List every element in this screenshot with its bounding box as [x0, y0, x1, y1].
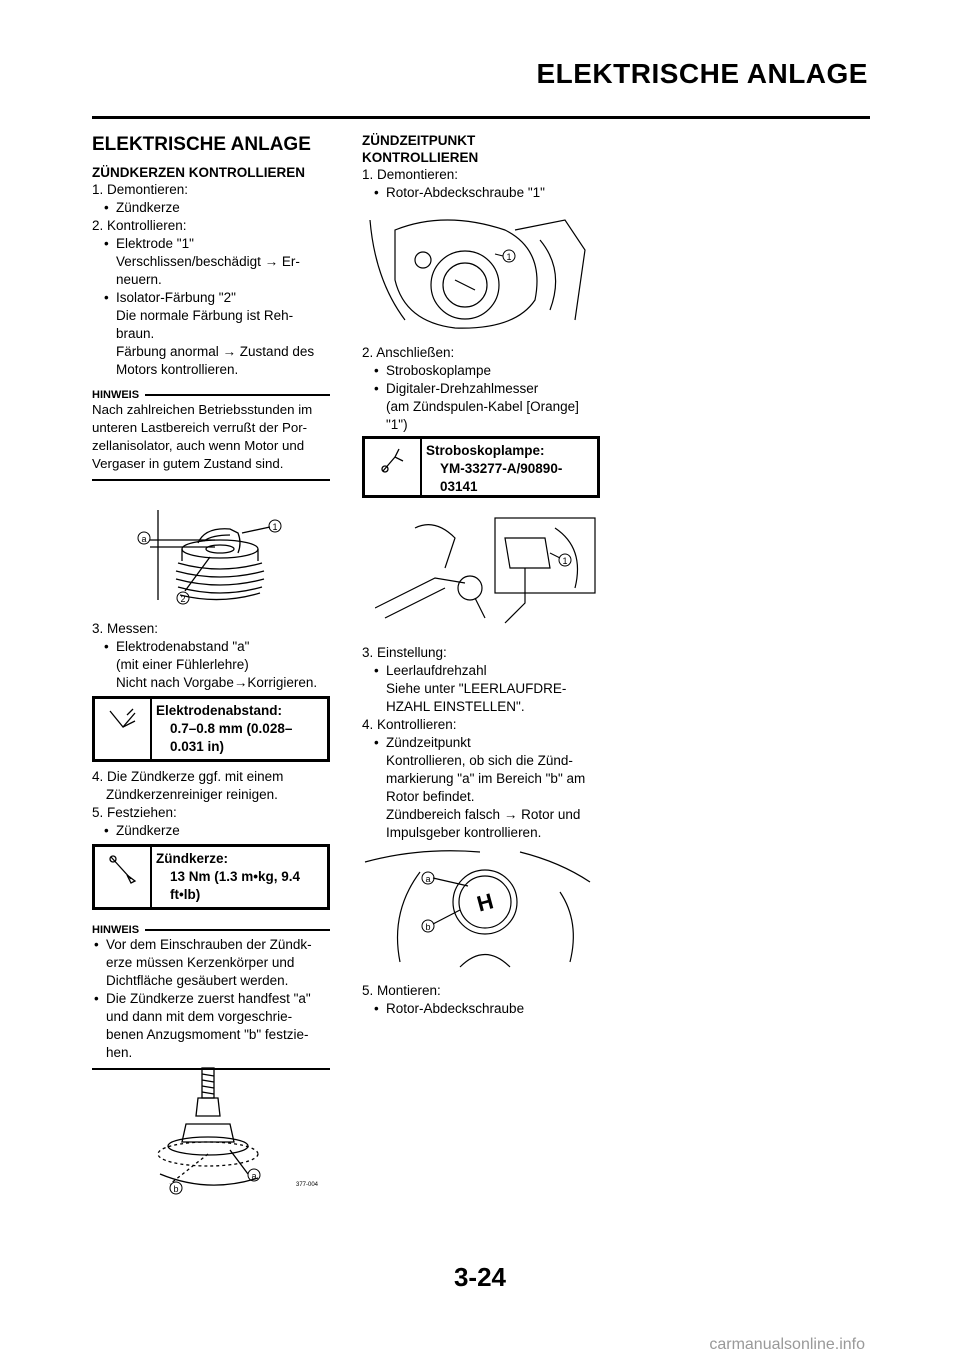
step-3-bullet-line: Nicht nach Vorgabe→Korrigieren. — [116, 675, 318, 690]
section-title: ELEKTRISCHE ANLAGE — [92, 134, 311, 155]
r-step-3-bullet-line: HZAHL EINSTELLEN". — [386, 699, 525, 714]
note-1-label: HINWEIS — [92, 389, 140, 401]
step-2-bullet-1-line: neuern. — [116, 272, 162, 287]
step-1-bullet: • Zündkerze — [102, 199, 330, 217]
step-3-bullet-line: (mit einer Fühlerlehre) — [116, 657, 249, 672]
r-step-3-bullet: • Leerlaufdrehzahl — [372, 662, 602, 680]
step-2-bullet-2: • Isolator-Färbung "2" — [102, 289, 330, 307]
note-2-bullet-2-line: hen. — [106, 1045, 133, 1060]
step-2-bullet-1-line: Verschlissen/beschädigt → Er- — [116, 254, 300, 269]
spec-box-spark-plug-torque — [92, 844, 330, 910]
fig2-label-b: b — [173, 1184, 179, 1194]
step-5-bullet: • Zündkerze — [102, 822, 330, 840]
step-3-bullet: • Elektrodenabstand "a" — [102, 638, 330, 656]
note-2-bullet-1-line: Dichtfläche gesäubert werden. — [106, 973, 289, 988]
r-step-2-bullet-2: • Digitaler-Drehzahlmesser — [372, 380, 602, 398]
fig5-h-mark: H — [474, 888, 497, 917]
step-4-line: Zündkerzenreiniger reinigen. — [106, 787, 278, 802]
r-step-4-bullet-line: Impulsgeber kontrollieren. — [386, 825, 542, 840]
step-2-bullet-2-line: Die normale Färbung ist Reh- — [116, 308, 294, 323]
subsection-title: ZÜNDKERZEN KONTROLLIEREN — [92, 165, 305, 180]
fig4-label-1: 1 — [562, 556, 568, 566]
spec-1-value: 0.031 in) — [170, 739, 225, 754]
r-step-4-bullet: • Zündzeitpunkt — [372, 734, 602, 752]
step-2: 2. Kontrollieren: — [92, 218, 187, 233]
note-2-bullet-1-line: erze müssen Kerzenkörper und — [106, 955, 295, 970]
step-4: 4. Die Zündkerze ggf. mit einem — [92, 769, 284, 784]
r-step-4-bullet-line: Rotor befindet. — [386, 789, 475, 804]
r-step-2-bullet-2-line: "1") — [386, 417, 408, 432]
r-step-4: 4. Kontrollieren: — [362, 717, 457, 732]
left-column — [92, 134, 330, 481]
r-spec-title: Stroboskoplampe: — [426, 443, 545, 458]
r-step-4-bullet-line: Zündbereich falsch → Rotor und — [386, 807, 581, 822]
rotor-cover-figure — [365, 210, 595, 335]
spec-box-electrode-gap — [92, 696, 330, 762]
spark-plug-torque-figure — [150, 1062, 340, 1197]
spec-1-title: Elektrodenabstand: — [156, 703, 283, 718]
note-1-header — [92, 389, 330, 401]
step-2-bullet-1: • Elektrode "1" — [102, 235, 330, 253]
r-step-4-bullet-line: markierung "a" im Bereich "b" am — [386, 771, 586, 786]
step-1: 1. Demontieren: — [92, 182, 189, 197]
r-spec-value: YM-33277-A/90890- — [440, 461, 563, 476]
spec-1-value: 0.7–0.8 mm (0.028– — [170, 721, 293, 736]
note-1-line: Vergaser in gutem Zustand sind. — [92, 456, 284, 471]
note-2-bullet-1: • Vor dem Einschrauben der Zündk- — [92, 936, 330, 954]
r-step-3: 3. Einstellung: — [362, 645, 447, 660]
rotor-timing-mark-figure — [360, 842, 600, 972]
step-5: 5. Festziehen: — [92, 805, 177, 820]
note-1-rule — [92, 479, 330, 481]
fig1-label-2: 2 — [180, 594, 186, 604]
right-column-bottom — [362, 982, 602, 1018]
fig5-label-b: b — [425, 922, 431, 932]
right-column-mid — [362, 344, 602, 498]
step-2-bullet-2-line: Färbung anormal → Zustand des — [116, 344, 315, 359]
feeler-gauge-icon — [95, 699, 152, 759]
r-step-2: 2. Anschließen: — [362, 345, 455, 360]
timing-light-icon — [365, 439, 422, 495]
fig5-label-a: a — [425, 874, 431, 884]
note-2-bullet-2: • Die Zündkerze zuerst handfest "a" — [92, 990, 330, 1008]
torque-wrench-icon — [95, 847, 152, 907]
r-step-4-bullet-line: Kontrollieren, ob sich die Zünd- — [386, 753, 573, 768]
note-2-label: HINWEIS — [92, 924, 140, 936]
fig1-label-1: 1 — [272, 522, 278, 532]
note-2-bullet-2-line: und dann mit dem vorgeschrie- — [106, 1009, 293, 1024]
spec-2-value: 13 Nm (1.3 m•kg, 9.4 — [170, 869, 301, 884]
right-column — [362, 132, 602, 202]
spec-2-title: Zündkerze: — [156, 851, 229, 866]
r-step-5: 5. Montieren: — [362, 983, 441, 998]
note-2-bullet-2-line: benen Anzugsmoment "b" festzie- — [106, 1027, 309, 1042]
r-step-1-bullet: • Rotor-Abdeckschraube "1" — [372, 184, 602, 202]
r-spec-value: 03141 — [440, 479, 478, 494]
r-step-1: 1. Demontieren: — [362, 167, 459, 182]
spec-box-timing-light — [362, 436, 600, 498]
r-step-2-bullet-1: • Stroboskoplampe — [372, 362, 602, 380]
note-1-line: Nach zahlreichen Betriebsstunden im — [92, 402, 313, 417]
subsection-title-line: KONTROLLIEREN — [362, 150, 479, 165]
step-2-bullet-2-line: Motors kontrollieren. — [116, 362, 239, 377]
spark-plug-electrode-figure — [130, 505, 290, 615]
fig2-label-a: a — [251, 1171, 257, 1181]
header-title: ELEKTRISCHE ANLAGE — [536, 58, 868, 89]
left-column-lower — [92, 620, 330, 1070]
header-rule — [92, 116, 870, 119]
step-2-bullet-2-line: braun. — [116, 326, 155, 341]
r-step-2-bullet-2-line: (am Zündspulen-Kabel [Orange] — [386, 399, 579, 414]
subsection-title-line: ZÜNDZEITPUNKT — [362, 133, 476, 148]
note-2-header — [92, 924, 330, 936]
watermark: carmanualsonline.info — [709, 1336, 865, 1353]
page-number: 3-24 — [453, 1262, 507, 1292]
step-3: 3. Messen: — [92, 621, 159, 636]
spec-2-value: ft•lb) — [170, 887, 201, 902]
fig3-label-1: 1 — [506, 252, 512, 262]
r-step-3-bullet-line: Siehe unter "LEERLAUFDRE- — [386, 681, 567, 696]
note-1-line: unteren Lastbereich verrußt der Por- — [92, 420, 308, 435]
fig2-code: 377-004 — [296, 1182, 319, 1188]
timing-light-connection-figure — [375, 508, 600, 628]
fig1-label-a: a — [141, 534, 147, 544]
note-1-line: zellanisolator, auch wenn Motor und — [92, 438, 305, 453]
right-column-lower — [362, 644, 602, 842]
r-step-5-bullet: • Rotor-Abdeckschraube — [372, 1000, 602, 1018]
